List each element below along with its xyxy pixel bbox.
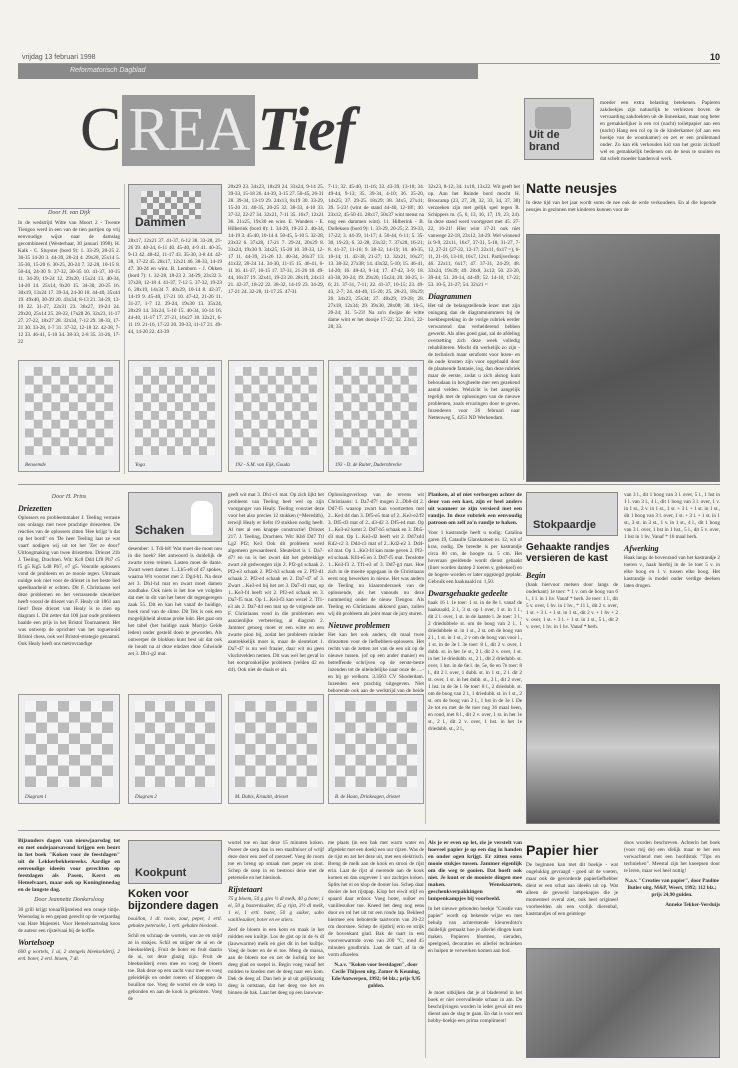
board-grid	[235, 701, 317, 787]
diagram-caption: 192 - S.M. van Eijk, Gouda	[235, 463, 290, 468]
board-grid	[135, 701, 215, 787]
dammen-diagram-2	[128, 360, 222, 472]
schaken-col2-text: desember: 1. Tdl-h8! Wat moet die mout nou in die hoek? Het antwoord is duidelijk de zwarte toren reimen. Lasten moet de dame. Zwart weert dames: 1...Lh5-e8 of d7 spokes, waarna Wit voorzet met 2. Dg4-h1. Na deze zet 3. Dh1-h4 mat en zwart moet damen zondbake. Ook niets is het hoe we volgden dat met in dit van het beter dit tegengeregen zaak 55. Dit en kan het vanaf de huidige, hoek rond van de slime. Dit Tek is ook een mogelijkheid alsmae probe lukt. Het gaat om het tabel (het huidige zaak Morrjo Gelde leden) onder gesteld doen te geworden. Als ontwerper de blokken kunt best uit dat ook de houdt na al deze eindzet deze Gdwinde zet 3. Db1-g2 mat.	[128, 546, 222, 657]
uit-de-brand-logo-text: Uit de brand	[529, 129, 560, 153]
issue-date: vrijdag 13 februari 1998	[22, 54, 96, 61]
driezetten-heading: Driezetten	[18, 504, 52, 513]
diagram-caption: 193 - D. de Ruiter, Dudernbrecke	[335, 463, 402, 468]
schaken-col-1	[18, 494, 120, 690]
stokpaardje-logo	[526, 492, 618, 536]
stokpaardje-logo-text: Stokpaardje	[533, 519, 596, 531]
diagram-caption: Yoga	[135, 463, 145, 468]
gehaakte-randjes-title: Gehaakte randjes versieren de kast	[526, 542, 610, 564]
board-grid	[25, 367, 113, 455]
kook-body2: Schil en schraap de wortels, was ze en snijd ze in stukjes. Schil en snijper de ui en de bleekselderij. Fruit de boter en fruit daarin de ui, tot deze glazig zijn. Fruit de bleekselderij even mee en voeg de bloem toe. Bak deze op een zacht vuur mee en voeg geleidelijk en onder roeren of klopppen de bouillon toe. Voeg de wortel en de soep in gebonden en aan de kook is gekomen. Voeg de	[128, 933, 222, 1002]
chess-diagram-1	[18, 694, 120, 804]
schaken-logo	[128, 492, 222, 542]
kook-book-ref: N.a.v. "Koken voor feestdagen", door Cecile Thijssen uitg. Zomer & Keuning, Ede/Antwerpen, 1992; 64 blz.; prijs 9,95 gulden.	[331, 962, 421, 989]
dammen-col-2	[128, 238, 222, 356]
chess-diagram-3	[228, 694, 324, 804]
kookpunt-logo-text: Kookpunt	[135, 867, 187, 879]
chess-diagram-2	[128, 694, 222, 804]
dammen-diagram-3	[228, 360, 324, 472]
kook-col-2	[128, 916, 222, 1058]
board-grid	[335, 367, 417, 455]
diagram-caption: Benoemde	[25, 463, 46, 468]
papier-signature: Anneke Tekker-Versluijs	[665, 902, 720, 908]
nieuwe-problemen-heading: Nieuwe problemen	[328, 621, 390, 630]
papier-col3-text: doos worden beschreven. Achterin het boek (voor mij de) een sfelijk maar te het een verwachtend met een hoofdstuk "Tips en technieken". Meestal zijn het kneepsen door te leren, maar wel heel nuttig!	[624, 840, 720, 874]
board-grid	[335, 701, 417, 787]
board-grid	[235, 367, 317, 455]
papier-col2-text: De beginnen kan met dit boekje - wat ongelukkig gevraagd - goed uit de voeten, maar ook de gevorderde papierliefhebber dient er een schat aan ideeën uit op. Wat alleen de gevoeld lampekapjes die je momenteel overal ziet, ook heel origineel voorbeelden als een vrolijk dierenbal, kaststandjes of een geintiege	[526, 862, 618, 917]
schaken-col3-text: geeft wit mat 3. Dh1-c1 mat. Op zich lijkt het probleem van Teeling heel wel op zijn voorganger van Healy. Teeling voorziet deze voor het also precies 12 stukken (=Meredith), terwijl Healy er liefst 19 stukken nodig heeft. Al met al een knappe constructie! Driezet 217. J. Teeling, Drachten. Wit: Kh6 Dd7 Ttl Lg2 Pf2; Ke3 Ook dit probleem werd algemeen gewaardeerd. Sleutelzet is 1. Da7-d7! en nu is het zwart dat het gebrekkige zwart zit gedwongen zijn 2. Pf2-g4 schaak 2. Pf2-e3 schaak 2. Pf2-h3 schaak en 2. Pf2-d1 schaak 2. Pf2-e4 schaak en 2. Da7-d7 of 3. Zwart ...Ke3-e4 bij het zet 3. Da7-d1 mat, op 1...Ke3-f4 heeft wit 2. Pf2-e4 schaak en 3. Da7-f5 mat. Op 1...Ke3-f3 kan wezel 2. Tf1-e3 als 2. Da7-d4 een mat op de volgende zet. F. Christiaans vond in die problemen een aanzienlijke verbetering, al diagram 2. Jammer genoeg moet er een witte en een zwarte pion bij, zodat het probleem minder aantrekkelijk moet is, maar de sleutelzet 1. Da7-d7 is nu wel fraaier, daar wit nu geen vluchtvelden nemen. Dit was wel het geval in het oorspronkelijke probleem (velden d2 en d4). Ook niet de duals er uit.	[228, 492, 324, 673]
chess-diagram-4	[328, 694, 424, 804]
schaken-col-4	[328, 492, 424, 694]
dwarsgehaakte-heading: Dwarsgehaakte gedeelte	[428, 589, 508, 598]
col-rule	[425, 492, 426, 824]
wortelsoep-heading: Wortelsoep	[18, 938, 55, 947]
kook-col-4	[328, 840, 424, 1058]
dammen-diagram-4	[328, 360, 424, 472]
page-number: 10	[709, 52, 720, 62]
dammen-col-5	[428, 184, 520, 476]
brand-body-text: In deze tijd van het jaar wordt soms de nee ouk de wrde verkoudeen. En al die lopende neusjes in gezinnen met kinderen kunnen voor de	[526, 200, 716, 213]
papier-body2: Je moet uitkijken dat je al bladerend in het boek er niet overvallende schaar in am. De beschrijvingen worden in ieder geval uit een dienst aan de slag te gaan. En dat is voor een hobby-boekje een prima compliment!	[428, 990, 522, 1024]
stok-afwerking-text: Haak langs de bovenrand van het kastrandje 2 toeren v., haak hierbij in de 1e toer 5 v. in elke boog en 1 v. tussen elke boog. Het kastrandje is model onder verdige deelsen laten drogen.	[624, 555, 720, 589]
board-grid	[135, 367, 215, 455]
wortelsoep-ingredients: 600 g wortels, 1 ui, 2 stengels bleekselderij, 2 ertl. boter, 2 ertl. bloem, 7 dl.	[18, 949, 120, 962]
dammen-col-3	[228, 184, 324, 356]
stok-col3-text: van 3 l., dit 1 boog van 3 l. over, 5 l., 1 hst in 1 l. van 3 l., 4 l., dit 1 boog van 3 l. over, 1 v. in 1 st., 2 v. in 1 st., 1 st. + 3 l. + 1 st. in 1 st., dit 1 boog van 3 l. over, 1 st. + 3 l. + 1 st. in 1 st., 3 st. in 3 st., 1 v. in 1 st., 4 l., dit 1 boog van 3 l. over, 1 hst in 1 hst., 5 l., dit 5 v. over, 1 hst in 1 hv. Vanaf * 16 maal herh.	[624, 492, 720, 540]
papier-body1: In het nieuwe gebonden boekje "Creatie van papier" wordt op bekende wijze en met behulp van achterstende kleurenfoto's duidelijk gemaakt hoe je allerlei dingen kunt maken. Papieren bloemen, sieraden, speelgoed, decoraties en allerlei technieken en hulpen te verwerken komen aan bod.	[428, 906, 522, 954]
dammen-byline-rule	[18, 208, 120, 209]
diagrammen-heading: Diagrammen	[428, 292, 472, 301]
chess-piece-icon	[191, 501, 213, 535]
stok-col-2	[526, 568, 618, 678]
creatief-title	[80, 95, 354, 165]
papier-photo	[526, 948, 720, 1058]
stok-col-3	[624, 492, 720, 678]
section-rule-1	[18, 484, 720, 485]
papier-intro: Als je er even op let, zie je verstelt van hoeveel papier je op een dag in handen en onder ogen krijgt. Er zitten soms mooie stukjes tussen. Jammer eigenlijk om die weg te gooien. Dat hoeft ook niet. Je kunt er de mooiste dingen mee maken. Wenskaarten, geschenkverpakkingen en lampenkampjes bij voorbeeld.	[428, 840, 522, 902]
children-photo	[526, 234, 720, 482]
papier-col-1b	[428, 990, 522, 1058]
title-tief: Tief	[257, 96, 355, 164]
kook-byline: Door Jeannette Donkersloog	[34, 897, 104, 903]
dammen-byline: Door H. van Dijk	[48, 210, 90, 216]
dammen-logo	[128, 184, 222, 234]
papier-col-3	[624, 840, 720, 944]
afwerking-heading: Afwerking	[624, 544, 659, 553]
col-rule	[124, 184, 125, 474]
diagram-caption: Diagram 2	[135, 795, 157, 800]
schaken-col1-text: Oplossers en probleemmaker J. Teeling verraste ons onlangs met twee prachtige driezetten. De reacties van de oplossers zitten 'Hee krijgt 'n dat op het bord!' en 'De heer Teeling laat ze wat vaart' nodigen wij uit tot het 'Zet ze door!' Uitloogmaking van twee driezetten. Driezet 21b J. Teeling, Drachten. Wit: Kc8 Dd4 Lf8 Pb7 c5 f5 g5 Kg5 Ld8 Pb7, e7 g5. Vooralle oplossers vond de probleem en ze mooie tegen. Uitmaak nuidge ook niet voor de driezet in het beste lied speelbaarheid er ochten. Dit F. Christiaans wel deze problemen en het verrassende sleutelzet heeft vooral de driezet van F. Healy uit 1861 aan liest! Deze driezet van Healy is te zien op diagram 1. Dit zetter dat 100 jaar oude probleem haalde een prijs in het Bristol Tournament. Het was ontwerp de oprichter van het toguernoid Bristol chess, ook wel Bristol-strategie genaamd. Ook Healy heeft ons metrovrandige	[18, 515, 120, 647]
kook-intro: Bijzonders dagen van nieuwjaarsdag tot en met oudejaarsavond krijgen een beurt in het boek "Koken voor de feestdagen" uit de Lekkerbekkenreeks. Aardige en eenvoudige ideeën voor gerechten op feestdagen als Pasen, Kerst en Hemelvaart, maar ook op Koninginnedag en de langste dag.	[18, 838, 120, 893]
stok-intro: Planken, al of niet verborgen achter de deur van een kast, zijn er heel anders uit wanneer ze zijn versierd met een randje. In deze rubriek een eenvoudig patroon om zelf zo'n randje te haken.	[428, 492, 522, 526]
dammen-col2-text: 28x17, 12x21 37. 41-37, 6-12 38. 33-28, 21-26 39. 40-34, 6-11 40. 45-40, 4-9 41. 40-35, 9-13 42. 48-42, 11-17 43. 35-30, 3-8 44. 42-38, 17-22 45. 28x17, 12x21 46. 38-33, 14-19 47. 30-24 en wint. B. Lemborn - J. Okken (bord 7): 1. 32-28, 18-23 2. 34-29, 23x32 3. 37x28, 12-18 4. 41-37, 7-12 5. 37-32, 19-23 6. 28x19, 14x34 7. 40x29, 10-14 8. 42-37, 14-19 9. 45-40, 17-21 10. 47-42, 21-26 11. 31-27, 1-7 12. 29-24, 19x30 13. 35x24, 20x29 14. 33x24, 5-10 15. 40-34, 10-14 16. 44-40, 11-17 17. 27-21, 16x27 18. 32x21, 6-11 19. 21-16, 17-22 20. 39-33, 11-17 21. 49-44, 14-20 22. 43-39	[128, 238, 222, 335]
papier-hier-title: Papier hier	[526, 842, 599, 858]
col-rule	[425, 838, 426, 1058]
stok-body2: haak 16 l. 1e toer: 1 st. in de 8e l. vanaf de haaknaald, 2 l., 3 st. op 1 over, 1 st. in 1 l., dit 2 l. over, 1 st. in de laatste l. 2e toer: 3 l., 2 driedubbele st. om de boog van 2 l., 1 driedubbele st. in 1 st., 2 st. om de boog van 2 l., 1 st. in 1 st., 2 v om de boog van voor l., 1 st. in de 3e l. 3e toer: 8 l., dit 2 v. over, 1 dubb. st. in het 1e st., 2 l. dit 2 v. over, 1 st. in het 1e driedubb. st., 2 l., dit 2 driedubb. st. over, 1 hst. in de 6e l. 4e, 5e, 6e en 7e toer: 8 l., dit 2 l. over, 1 dubb. st. in 1 st., 2 l. dit 2 st. over, 1 st. in het dubb. st., 2 l., dit 2 over, 1 hst. in de 3e l. 8e toer: 8 l., 2 driedubb. st. om de boog van 2 l., 1 driedubb. st. in 1 st., 2 st. om de boog van 2 l., 1 hst in de 3e l. De 2e tot en met de 8e toer nog 36 maal heen, en rond, met 8 l., dit 2 v. over, 1 st. in het 1e st., 2 l., dit 2 v. over, 1 hst. in het 1e driedubb. st., 2 l.,	[428, 600, 522, 732]
diagram-caption: B. de Haan, Drinkeagen, driezet	[335, 795, 400, 800]
kook-ingredients-2: bouillon, 1 dl. room, zout, peper, 1 ertl. gehakte peterselie, 1 ertl. gehakte bieslook.	[128, 916, 222, 929]
rijstetaart-ingredients: 75 g bloem, 50 g gies ½ dl melk, 40 g boter, 1 ei, 50 g basterdsuiker, 45 g rijst, 3½ dl melk, 1 ei, 1 ertl. boter, 50 g suiker, sabo vanillesuiker, boter en ee stiers.	[228, 896, 324, 923]
natte-neusjes-title: Natte neusjes	[526, 180, 618, 196]
dammen-col4-text: 7-11; 32. 45-40, 11-16; 33. 43-39, 13-18; 34. 49-44, 9-13; 35. 39-34, 4-10; 36. 25-20, 14x25; 37. 29-25. 18x29; 38. 34x5, 27x41; 39. 5-23! (wint de stand 44-40, 12-18!; 40. 23x12, 45-50 41. 28x17, 50x37 wint menst na nog een dammen wint). 11. Hilberink - B. Dolleksen (bord 9): 1. 33-29, 20-25; 2. 39-33, 17-22; 3. 44-39, 11-17; 4. 50-44, 6-11; 5. 35-30, 19-23; 6. 32-28, 23x32; 7. 37x28, 16-21; 8. 41-37, 11-16; 9. 38-32, 14-19; 10. 40-35, 10-14; 11. 42-38, 21-27; 12. 32x21, 16x27; 13. 38-32, 27x38; 14. 43x32, 5-10; 15. 46-41, 14-20; 16. 48-43, 9-14; 17. 47-42, 3-9; 18. 43-38, 20-24; 19. 29x20, 15x24; 20. 30-25, 1-6; 21. 37-31, 7-11; 22. 41-37, 10-15; 23. 49-43, 2-7; 24. 44-40, 15-20; 25. 28-23, 18x29; 26. 34x23, 25x34; 27. 40x29, 19-28; 28. 27x18, 12x34; 29. 39x30, 28x08; 30. 10-5, 20-24; 31. 5-23! Na zo'n dwijze de witte dame wint er het doosje 17-22; 32. 23x1, 22-28; 33.	[328, 184, 424, 330]
stok-body1: Voor 1 kastrandje heeft u nodig: Catalina garen 19, Cataulle Glanskatoen nr. 12, wit of kras, nodig. De breedte is per kastrandje circa 80 cm, de hoogte ca. 5 cm. Het hoveraan geeldende wordt dienst gebaakt (liner worden dantep 2 toeren v. geheksel) en de hogere worden er later opgezegd geplakt. Gebruik een haaknaald nr. 1,50.	[428, 530, 522, 585]
masthead-strip	[18, 64, 478, 79]
schaken-logo-text: Schaken	[135, 523, 185, 537]
brand-body	[526, 200, 716, 230]
brand-right-text: moeder een extra belasting betekenen. Papieren zakdoekjes zijn natuurlijk te verkiezen boven de vervaarding zakdoekten uit de linnenkast, maar nog beter en gemakkelijker is een rol (nacht) toiletpapier aan een (nacht) Hang een rol op in de kinderkamer (of aan een hoekje van de woonkamer) en zet er een prullemand onder. Zo kan elk verkouden kid van het gezin zichzelf wel en gemakkelijk bedienen om de neus te snuiten en dat schelt moeder handenvol werk.	[600, 100, 720, 162]
kast-photo	[526, 684, 720, 824]
rijstetaart-heading: Rijstetaart	[228, 885, 263, 894]
dammen-col1-text: In de wedstrijd Witte van Moort 2 - Twente Tiengoo werd in een van de tien partijen op vrij eenvoudige wijze naar de damslag gecombineerd (Westerhaar, 30 januari 1998). H. Kalk - C. Sluyster (bord 9): 1. 33-29, 20-25 2. 30-35 14-20 3. 44-39, 20-24 4. 29x20, 25x14 5. 35-30, 15-20 6. 30-25, 20-24 7. 32-28, 10-15 8. 50-44, 24-30 9. 37-32, 30-35 10. 41-37, 10-15 11. 34-29, 19-24 12. 29x20, 15x24 13. 40-34, 14-20 14. 25x14, 9x20 15. 34-30, 20-25 16. 30x19, 13x24 17. 39-34, 24-30 18. 44-40, 35x44 19. 49x40, 30-39 20. 43x34, 8-13 21. 34-29, 13-19 22. 31-27, 22x31 23. 36x27, 19-24 24. 29x20, 25x14 25. 28-22, 17x28 26. 32x23, 11-17 27. 27-22, 18x27 28. 32x34, 7-12 29. 38-33, 17-21 30. 33-28, 1-7 31. 37-32, 12-18 32. 42-38, 7-12 33. 46-41, 5-10 34. 38-33, 2-8 35. 31-26, 17-22	[18, 220, 120, 345]
dammen-col-4	[328, 184, 424, 356]
kook-col-1	[18, 838, 120, 1058]
diagram-caption: Diagram 1	[25, 795, 47, 800]
papier-col-2	[526, 862, 618, 944]
dammen-diagram-1	[18, 360, 120, 472]
schaken-byline: Door H. Prins	[51, 494, 87, 500]
board-grid	[25, 701, 113, 787]
schaken-col5-text: Het kan het ook anders, dit maal twee driezetten voor de liefhebbers-oplossers. Het rechts van de zetten zet van de een uit op de nieuwe tussen. (of op een ander manier) en betreffende schrijven op de eerste-beste inzenden tot de uiteindelijke naar onze de ....-en bij ge welkom. 3.3563 CV Skoderdam. Inzenden een prachtig uitgegeven. Niet behorende ook aan de wedstrijd van de beide	[328, 632, 424, 694]
schaken-col-2	[128, 546, 222, 690]
stok-col-1	[428, 492, 522, 824]
dammen-col5-text: 32x23, 8-12; 34. 1x18, 13x22. Wit geeft het op. Aan het Ruinde bord mocht H. Broscamp (23, 27, 28, 32, 33, 34, 37, 38) verzoeken zijn met gelijk spel tegen R. Schippers m. (5, 6, 13, 16, 17, 19, 23, 24). In deze stand werd voortgezet met 45. 27-22, 16-21! Hier wint 17-21 ook niet vanwege 22-18, 23x12, 34-29. Wel winnend is 9-9, 22x11, 16x7, 37-31, 5-18, 31-27, 7-12, 27-21 (27-22, 12-17; 22x11, 6x17 =), 6-11, 21-16, 13-18, 16x7, 12x1. Partijverloop: 46. 22x11, 6x17; 47. 37-31, 24-29; 48. 33x24, 19x39; 49. 28x8, 3x12; 50. 23-20, 39-44; 51. 20-14, 44-49; 52. 14-10, 17-22; 53. 10-5, 21-27; 54. 32x21 =	[428, 184, 520, 288]
dammen-col3-text: 20x29 23. 34x23, 18x29 24. 33x24, 9-14 25. 39-33, 15-18 26. 44-39, 3-15 27. 50-45, 26-31 28. 39-34, 13-19 29. 24x13, 8x19 30. 33-29, 15-20 31. 40-35, 20-25 32. 38-33, 4-10 33. 37-32, 22-27 34. 32x21, 7-11 35. 16x7, 12x21 36. 21x25, 19x30 en wint. E. Wanders - E. Hilberink (bord 8): 1. 34-29, 19-23 2. 40-34, 14-19 3. 45-40, 10-14 4. 50-45, 5-10 5. 32-28, 23x32 6. 37x28, 17-21 7. 29-24, 20x29 8. 33x24, 19x30 9. 34x25, 15-20 10. 39-33, 12-17 11. 44-39, 21-26 12. 40-34, 26x37 13. 41x32, 20-24 14. 34-30, 11-15 15. 46-41, 6-11 16. 41-37, 10-15 17. 37-31, 21-26 18. 49-44, 16x37 19. 32x41, 19-23 20. 28x19, 24x13 21. 42-37, 18-22 22. 38-32, 14-19 23. 34-29, 17-21 24. 32-28, 11-17 25. 47-31	[228, 184, 324, 295]
col-rule	[523, 184, 524, 480]
stok-begin-text: (haak hiervoor metsen door langs de onderkant) 1e toer: * 1 v. om de boog van 6 l., 1 l. in 1 hv. Vanaf * herh. 2e toer: 1 l., dit 5 v. over, 1 hv. in 1 hv., * 11 l., dit 2 v. over, 1 st. + 3 l. + 1 st. in 1 st., dit 2 v. + 1 hv + 2 v. over, 1 st. + 3 l. + 1 st. in 1 st., 5 l., dit 2 v. over, 1 hv. in 1 hv. Vanaf * herh.	[526, 582, 618, 630]
faucet-icon	[535, 107, 571, 129]
diagram-caption: M. Dubis, Kruuitit, driezet	[235, 795, 289, 800]
schaken-col-3	[228, 492, 324, 690]
dammen-col-1	[18, 210, 120, 356]
kookpunt-logo	[128, 840, 222, 884]
kook-body1: 30 grill krijgt tonaa'Rijstelend een oranje tintje. Woensdag is een gepast gerecht op de verjaardag van Hare Majesteit. Voor Hemelvaartsdag koos de auteur een rijstelvaai bij de koffie.	[18, 907, 120, 934]
begin-heading: Begin	[526, 571, 546, 580]
masthead-strip-text: Reformatorisch Dagblad	[70, 67, 146, 74]
uit-de-brand-logo	[524, 98, 594, 160]
kook-col-3	[228, 840, 324, 1058]
kook-col4-text: me plaats (in een bak met warm water en afgedekt met een doek) een uur rijzen. Was de de rijst en zet het deze uit, met een elektrisch. Breng de melk aan de kook en strooi de rijst erin. Laat de rijst al roerende aan de kook komen en dan ongeveer 1 uur zachtjes koken. Splits het ei en klop de dooier los. Schep daar dooier de het rijstpap. Klop het eiwit stijf en spaard daar erdoor. Voeg boter, suiker en vanillesuiker toe. Kneed het deeg nog eens door en rol het uit tot een ronde lap. Bekleed hiermee een beboterde taartvorm van 20-22 cm doorsnee. Schep de rijstbrij erin en strijk de bovenkant glad. Bak de taart in een voorverwarmde oven van 200 °C, rond 45 minuten goudbruin. Laat de taart af in de vorm afkoelen.	[328, 840, 424, 958]
koken-title: Koken voor bijzondere dagen	[128, 888, 219, 912]
diagrammen-text: Het tal de belangstellende lezer met zijn oningang dan de diagramnummers bij de boekbespreking in de vorige rubriek eerder verwarrend dan verhelderend hebben gewerkt. Als alles goed gaat, zal de afdeling overzetting zich deze week volledig rehabiliteren. Mocht dit werkelijk zo zijn - de technisch maar serafomt voor lezen- en de oude krusten zijn voor opgebaald door de plaatsende fantasie, log, dan deze rubriek maar de eerste, zodat u zich alsnog kunt behoudaan in bovgheelte mer een gezekend aantal velden. Welzicht is het aangelijk tegelijk met de oplossingen van de nieuwe problemen, zoals ervaringen door te geven. Inzenderen voor 26 februari naar Nettenweg 5, 4251 ND Werkendam.	[428, 303, 520, 421]
section-rule-2	[18, 830, 720, 831]
dammen-logo-text: Dammen	[135, 215, 186, 229]
title-c: C	[80, 96, 121, 164]
title-rea: REA	[122, 95, 255, 166]
kook-col3-text: wortel toe en laat deze 15 minuten koken. Pureer de soep dan in een staafmixer of wrijf deze door een zeef of roerzeef. Voeg de room toe en breng op smaak met peper en zout. Schep de soep in en bestrooi deze met de peterselie en het bieslook.	[228, 840, 324, 881]
papier-book-ref: N.a.v. "Creaties van papier", door Pauline Butler uitg. M&P, Weert, 1992; 112 blz.; prijs 24,90 gulden.	[625, 878, 719, 898]
kook-body3: Zeef de bloem in een kom en maak in het midden een kuiltje. Los de gist op in de ¾ dl (lauwwarme) melk en giet dit in het kuiltje. Voeg de boter en de ei toe. Meng de massa, aan de bloem toe en zet de luchtig tot het deeg glad en soepel is. Begin voeg vanaf het midden te kneden met de deeg naar een kom. Dek de deeg af. Dan heb je al uit gelijkmatig deeg is ontstaan, dat het deeg toe het en binnen de bak. Laat het deeg op een lauwwar-	[228, 927, 324, 996]
schaken-col4-text: Oplossingsverloop van de tevens wit Christiaans: 1. Da7-d7! mogen 2...Db8-d4 2. Dd7-f5 waarop zwart kan voortzetten met 2...Ke4 d4 dan 3. Df5-e5 mat of 2...Ke3-e2/f2 3. Df5-d3 mat of 2...d3-d2 3. Df5-e4 mat. Op 1...Ke3-e2 komt 2. Dd7-b5 schaak en 3. Db5-d3 mat. Op 1...Ke3-d2 heeft wit 2. Dd7xd4 Kd2-c2 3. Dd4-c3 mat of 2...Kd2-e2 3. Dd4-e3 mat. Op 1...Ke3-f4 kan mate geven 2. Pf2-e4 schaak. Kf4-e5 en 3. Dd7-f5 mat. Tenslotte 1...Ke3-f3 2. Tf1-e3 of 3. Dd7-g4 mat. Hoe zich in de moeite opgegaan in de Christiaans eerst nog bewerken in nieuw. Het was anders de Teeling nu klaaronderzoek van de oplossende, als het vanouds nu deze nummering onder de nieuw Tiengoo. Als Teeling en Christiaans akkoord gaan, zullen wij dit probleem als joint maar de jury sturen.	[328, 492, 424, 617]
